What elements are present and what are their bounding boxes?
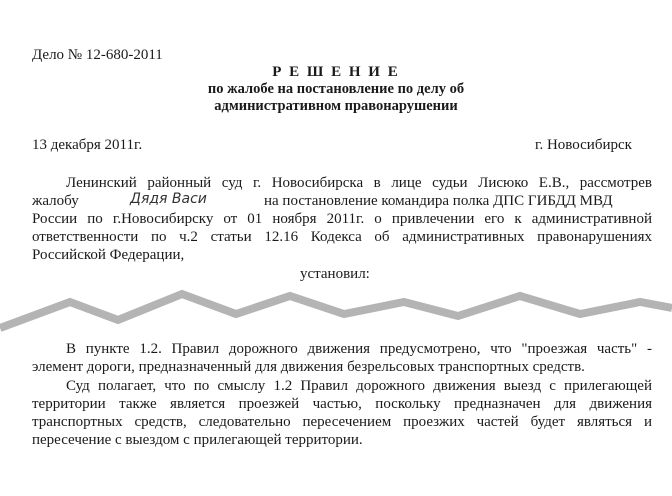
para3-line2: территории также является проезжей частью, поскольку предназначен для движения xyxy=(32,396,652,412)
para1-line2-start: жалобу xyxy=(32,193,79,209)
para2-line2: элемент дороги, предназначенный для движения безрельсовых транспортных средств. xyxy=(32,359,585,375)
para1-line5: Российской Федерации, xyxy=(32,247,185,263)
decision-date: 13 декабря 2011г. xyxy=(32,137,143,153)
para1-line3: России по г.Новосибирску от 01 ноября 2011г. о привлечении его к административной xyxy=(32,211,652,227)
para1-line1: Ленинский районный суд г. Новосибирска в лице судьи Лисюко Е.В., рассмотрев xyxy=(66,175,652,191)
torn-edge-divider xyxy=(0,280,672,332)
case-number: Дело № 12-680-2011 xyxy=(32,47,163,63)
para3-line3: транспортных средств, следовательно пересечением проезжих частей будет являться и xyxy=(32,414,652,430)
established-heading: установил: xyxy=(300,266,370,282)
para3-line4: пересечение с выездом с прилегающей территории. xyxy=(32,432,363,448)
handwritten-name: Дядя Васи xyxy=(130,191,207,207)
para1-line2-end: на постановление командира полка ДПС ГИБДД МВД xyxy=(264,193,613,209)
para2-line1: В пункте 1.2. Правил дорожного движения предусмотрено, что "проезжая часть" - xyxy=(66,341,652,357)
decision-city: г. Новосибирск xyxy=(535,137,632,153)
subtitle-line-2: административном правонарушении xyxy=(214,98,458,114)
document-title: Р Е Ш Е Н И Е xyxy=(272,64,400,80)
subtitle-line-1: по жалобе на постановление по делу об xyxy=(207,81,465,97)
para3-line1: Суд полагает, что по смыслу 1.2 Правил дорожного движения выезд с прилегающей xyxy=(66,378,652,394)
para1-line4: ответственности по ч.2 статьи 12.16 Кодекса об административных правонарушениях xyxy=(32,229,652,245)
